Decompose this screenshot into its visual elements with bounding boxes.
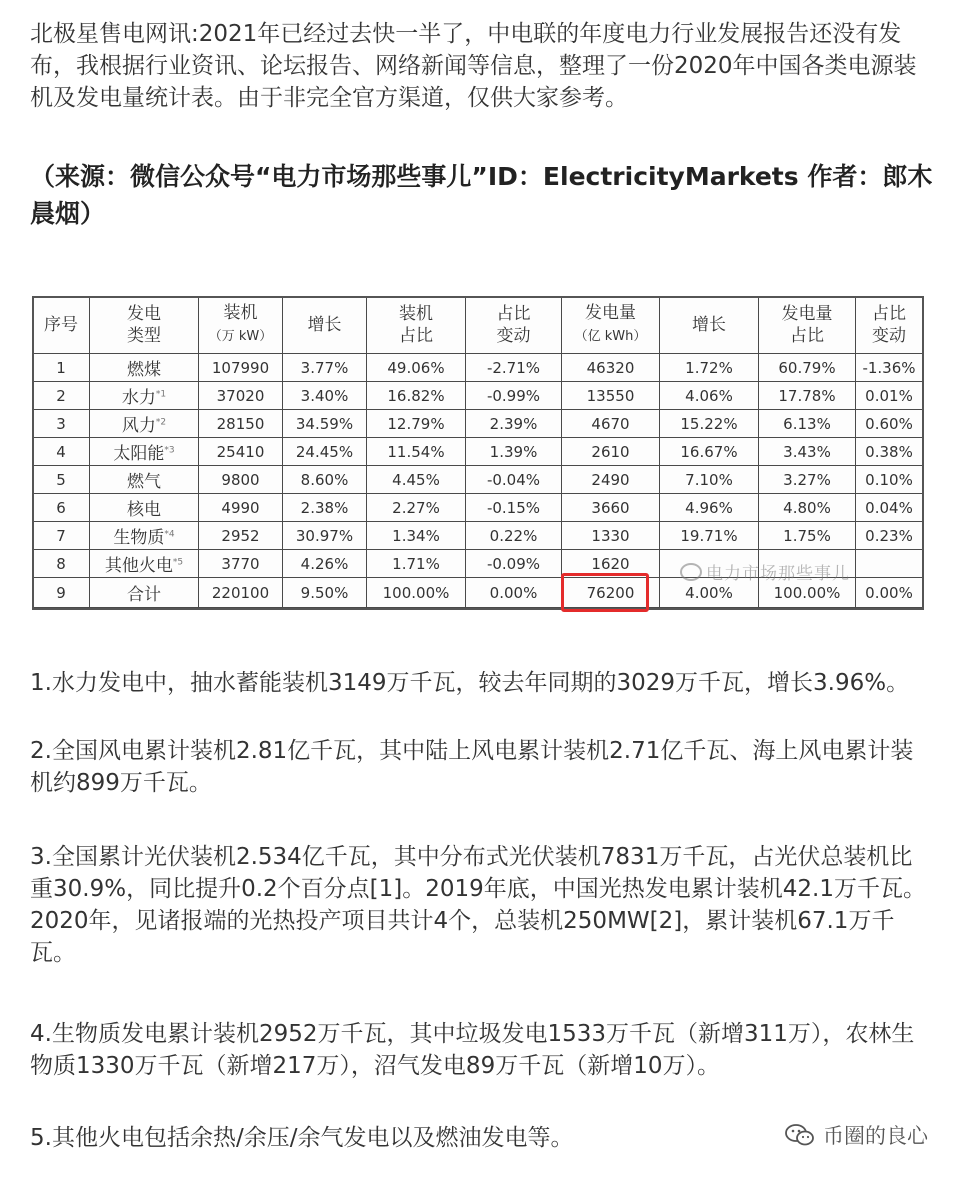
cell-gen-share-change: -1.36%: [856, 354, 923, 382]
table-row: [33, 494, 923, 522]
table-row: [33, 522, 923, 550]
table-row: [33, 382, 923, 410]
cell-gen-share: 1.75%: [759, 522, 856, 550]
note-1: 1.水力发电中，抽水蓄能装机3149万千瓦，较去年同期的3029万千瓦，增长3.96%。: [30, 670, 910, 696]
cell-gen-share: 100.00%: [759, 578, 856, 608]
cell-generation: 2610: [562, 438, 660, 466]
cell-no: 3: [33, 410, 90, 438]
intro-paragraph: 北极星售电网讯:2021年已经过去快一半了，中电联的年度电力行业发展报告还没有发布，我根据行业资讯、论坛报告、网络新闻等信息，整理了一份2020年中国各类电源装机及发电量统计表。由于非完全官方渠道，仅供大家参考。: [30, 21, 917, 111]
table-row: [33, 354, 923, 382]
header-type: 发电 类型: [90, 297, 199, 354]
cell-cap-share: 16.82%: [367, 382, 466, 410]
cell-no: 5: [33, 466, 90, 494]
cell-gen-share-change: 0.23%: [856, 522, 923, 550]
cell-generation: 2490: [562, 466, 660, 494]
source-credit: （来源：微信公众号“电力市场那些事儿”ID：ElectricityMarkets 作者：郎木晨烟）: [30, 162, 933, 228]
cell-type: 燃气: [90, 466, 199, 494]
footnote-mark: *2: [155, 417, 167, 428]
note-4: 4.生物质发电累计装机2952万千瓦，其中垃圾发电1533万千瓦（新增311万），农林生物质1330万千瓦（新增217万），沼气发电89万千瓦（新增10万）。: [30, 1021, 915, 1079]
cell-cap-share: 1.71%: [367, 550, 466, 578]
cell-gen-share: 3.43%: [759, 438, 856, 466]
cell-gen-growth: 1.72%: [660, 354, 759, 382]
cell-type: 燃煤: [90, 354, 199, 382]
cell-cap-share: 1.34%: [367, 522, 466, 550]
cell-gen-share-change: 0.01%: [856, 382, 923, 410]
note-3: 3.全国累计光伏装机2.534亿千瓦，其中分布式光伏装机7831万千瓦，占光伏总装机比重30.9%，同比提升0.2个百分点[1]。2019年底，中国光热发电累计装机42.1万千瓦。2020年，见诸报端的光热投产项目共计4个，总装机250MW[2]，累计装机67.1万千瓦。: [30, 844, 926, 966]
cell-gen-share: 60.79%: [759, 354, 856, 382]
footnote-mark: *4: [164, 529, 175, 540]
cell-no: 6: [33, 494, 90, 522]
header-generation-share: 发电量 占比: [759, 297, 856, 354]
cell-gen-share-change: 0.00%: [856, 578, 923, 608]
cell-cap-growth: 3.77%: [283, 354, 367, 382]
table-row: [33, 438, 923, 466]
cell-generation: 3660: [562, 494, 660, 522]
header-generation: 发电量 （亿 kWh）: [562, 297, 660, 354]
cell-no: 4: [33, 438, 90, 466]
cell-cap-share-change: -0.99%: [466, 382, 562, 410]
cell-type: 太阳能$^{*3}$: [90, 438, 199, 466]
cell-cap-growth: 2.38%: [283, 494, 367, 522]
header-capacity: 装机 （万 kW）: [199, 297, 283, 354]
cell-capacity: 220100: [199, 578, 283, 608]
cell-capacity: 28150: [199, 410, 283, 438]
header-capacity-share: 装机 占比: [367, 297, 466, 354]
cell-no: 2: [33, 382, 90, 410]
cell-type: 核电: [90, 494, 199, 522]
cell-cap-share-change: 2.39%: [466, 410, 562, 438]
cell-gen-growth: 4.00%: [660, 578, 759, 608]
table-row: [33, 466, 923, 494]
cell-generation: 1330: [562, 522, 660, 550]
cell-cap-growth: 3.40%: [283, 382, 367, 410]
cell-capacity: 2952: [199, 522, 283, 550]
cell-cap-growth: 8.60%: [283, 466, 367, 494]
cell-cap-share: 11.54%: [367, 438, 466, 466]
header-generation-growth: 增长: [660, 297, 759, 354]
cell-gen-growth: 15.22%: [660, 410, 759, 438]
header-capacity-share-change: 占比 变动: [466, 297, 562, 354]
cell-cap-share-change: -0.15%: [466, 494, 562, 522]
cell-type: 风力$^{*2}$: [90, 410, 199, 438]
cell-gen-share: 6.13%: [759, 410, 856, 438]
table-watermark: 电力市场那些事儿: [680, 559, 850, 584]
cell-gen-growth: 4.96%: [660, 494, 759, 522]
cell-gen-share-change: 0.60%: [856, 410, 923, 438]
footnote-mark: *5: [172, 557, 184, 568]
cell-capacity: 4990: [199, 494, 283, 522]
cell-cap-share: 4.45%: [367, 466, 466, 494]
highlight-box: [561, 573, 649, 612]
cell-cap-share: 100.00%: [367, 578, 466, 608]
cell-cap-share-change: -2.71%: [466, 354, 562, 382]
cell-cap-share-change: -0.04%: [466, 466, 562, 494]
cell-generation: 13550: [562, 382, 660, 410]
cell-capacity: 9800: [199, 466, 283, 494]
cell-gen-share-change: 0.38%: [856, 438, 923, 466]
cell-cap-share: 12.79%: [367, 410, 466, 438]
cell-cap-share-change: 1.39%: [466, 438, 562, 466]
cell-cap-growth: 4.26%: [283, 550, 367, 578]
header-no: 序号: [33, 297, 90, 354]
cell-no: 1: [33, 354, 90, 382]
cell-cap-growth: 9.50%: [283, 578, 367, 608]
footnote-mark: *3: [164, 445, 175, 456]
note-2: 2.全国风电累计装机2.81亿千瓦，其中陆上风电累计装机2.71亿千瓦、海上风电累计装机约899万千瓦。: [30, 738, 914, 796]
cell-gen-growth: 4.06%: [660, 382, 759, 410]
note-5: 5.其他火电包括余热/余压/余气发电以及燃油发电等。: [30, 1125, 574, 1151]
cell-gen-share-change: 0.10%: [856, 466, 923, 494]
cell-cap-growth: 24.45%: [283, 438, 367, 466]
cell-gen-growth: 16.67%: [660, 438, 759, 466]
header-generation-share-change: 占比 变动: [856, 297, 923, 354]
cell-gen-growth: 19.71%: [660, 522, 759, 550]
cell-cap-share-change: -0.09%: [466, 550, 562, 578]
cell-gen-share-change: 0.04%: [856, 494, 923, 522]
cell-cap-share-change: 0.00%: [466, 578, 562, 608]
cell-cap-share: 49.06%: [367, 354, 466, 382]
cell-gen-growth: 7.10%: [660, 466, 759, 494]
header-capacity-growth: 增长: [283, 297, 367, 354]
cell-type: 合计: [90, 578, 199, 608]
cell-generation: 4670: [562, 410, 660, 438]
cell-cap-growth: 34.59%: [283, 410, 367, 438]
cell-gen-share-change: [856, 550, 923, 578]
table-row: [33, 410, 923, 438]
cell-type: 其他火电$^{*5}$: [90, 550, 199, 578]
cell-no: 9: [33, 578, 90, 608]
cell-gen-share: 3.27%: [759, 466, 856, 494]
cell-cap-share-change: 0.22%: [466, 522, 562, 550]
cell-type: 水力$^{*1}$: [90, 382, 199, 410]
cell-generation: 76200: [562, 578, 660, 608]
cell-gen-share: 4.80%: [759, 494, 856, 522]
cell-gen-share: 17.78%: [759, 382, 856, 410]
wechat-icon: [785, 1123, 815, 1147]
watermark-logo-icon: [680, 563, 702, 581]
cell-capacity: 37020: [199, 382, 283, 410]
cell-cap-growth: 30.97%: [283, 522, 367, 550]
cell-capacity: 107990: [199, 354, 283, 382]
cell-cap-share: 2.27%: [367, 494, 466, 522]
cell-generation: 46320: [562, 354, 660, 382]
cell-capacity: 25410: [199, 438, 283, 466]
table-header-row: [33, 297, 923, 354]
cell-no: 8: [33, 550, 90, 578]
footnote-mark: *1: [155, 389, 167, 400]
cell-no: 7: [33, 522, 90, 550]
footer-watermark: [785, 1120, 928, 1150]
cell-generation: 1620: [562, 550, 660, 578]
cell-capacity: 3770: [199, 550, 283, 578]
cell-type: 生物质$^{*4}$: [90, 522, 199, 550]
footer-watermark-text: 币圈的良心: [823, 1124, 928, 1148]
statistics-table-image: [32, 296, 922, 608]
